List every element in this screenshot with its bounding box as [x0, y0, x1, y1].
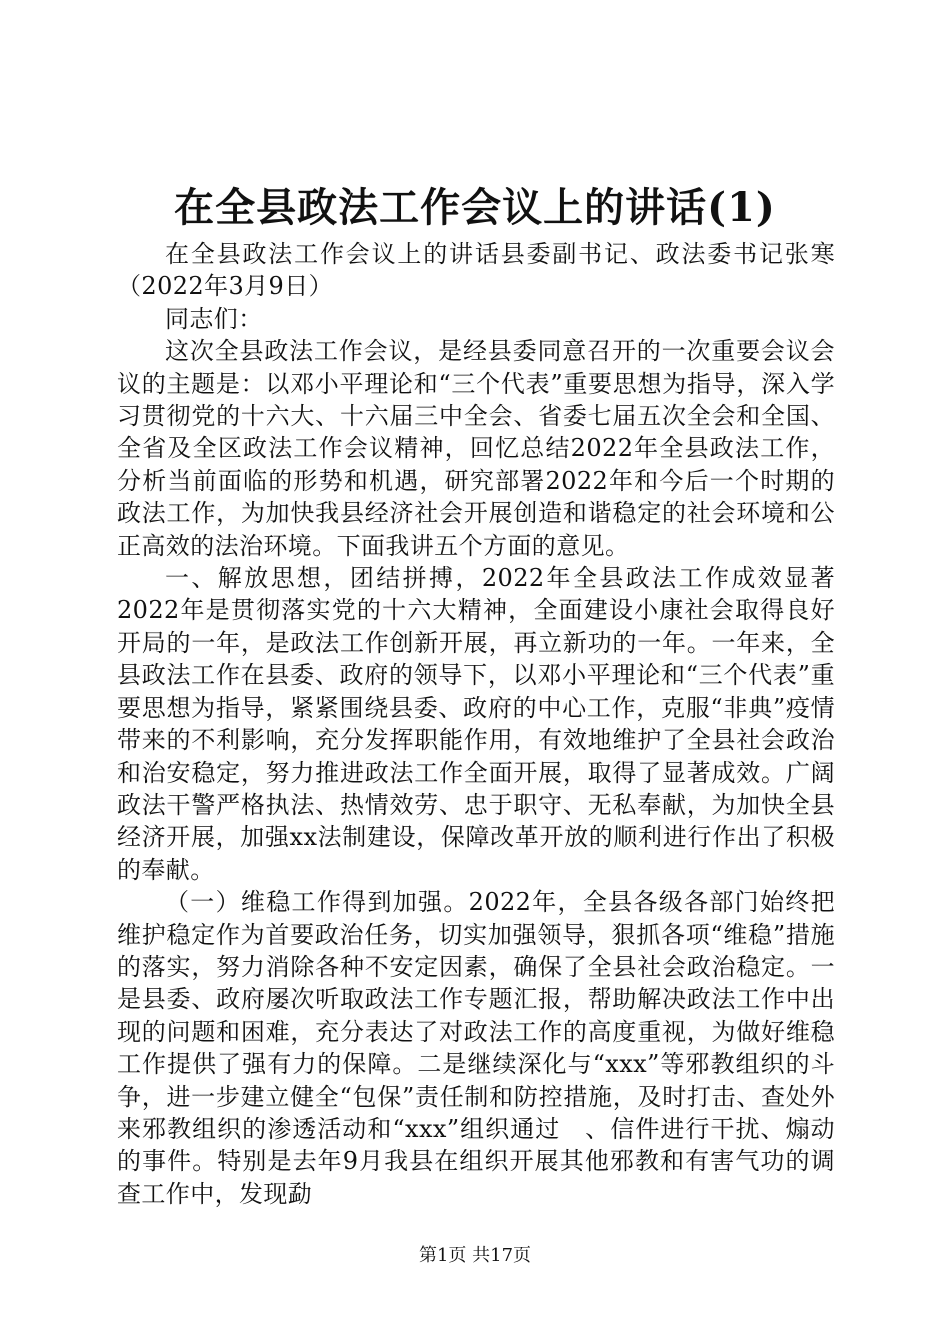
paragraph-intro: 这次全县政法工作会议，是经县委同意召开的一次重要会议会议的主题是：以邓小平理论和“三个代表”重要思想为指导，深入学习贯彻党的十六大、十六届三中全会、省委七届五次全会和全国、全省及全区政法工作会议精神，回忆总结2022年全县政法工作，分析当前面临的形势和机遇，研究部署2022年和今后一个时期的政法工作，为加快我县经济社会开展创造和谐稳定的社会环境和公正高效的法治环境。下面我讲五个方面的意见。: [117, 337, 835, 560]
paragraph-salutation: 同志们：: [165, 304, 263, 333]
page-number-footer: 第1页 共17页: [418, 1245, 532, 1266]
paragraph-subsection-one: （一）维稳工作得到加强。2022年，全县各级各部门始终把维护稳定作为首要政治任务，切实加强领导，狠抓各项“维稳”措施的落实，努力消除各种不安定因素，确保了全县社会政治稳定。一是县委、政府屡次听取政法工作专题汇报，帮助解决政法工作中出现的问题和困难，充分表达了对政法工作的高度重视，为做好维稳工作提供了强有力的保障。二是继续深化与“xxx”等邪教组织的斗争，进一步建立健全“包保”责任制和防控措施，及时打击、查处外来邪教组织的渗透活动和“xxx”组织通过 、信件进行干扰、煽动的事件。特别是去年9月我县在组织开展其他邪教和有害气功的调查工作中，发现勐: [117, 888, 835, 1208]
document-title: 在全县政法工作会议上的讲话(1): [174, 184, 776, 231]
document-body: [117, 238, 835, 1210]
paragraph-section-one: 一、解放思想，团结拼搏，2022年全县政法工作成效显著2022年是贯彻落实党的十六大精神，全面建设小康社会取得良好开局的一年，是政法工作创新开展，再立新功的一年。一年来，全县政法工作在县委、政府的领导下，以邓小平理论和“三个代表”重要思想为指导，紧紧围绕县委、政府的中心工作，克服“非典”疫情带来的不利影响，充分发挥职能作用，有效地维护了全县社会政治和治安稳定，努力推进政法工作全面开展，取得了显著成效。广阔政法干警严格执法、热情效劳、忠于职守、无私奉献，为加快全县经济开展，加强xx法制建设，保障改革开放的顺利进行作出了积极的奉献。: [117, 564, 835, 884]
paragraph-heading-info: 在全县政法工作会议上的讲话县委副书记、政法委书记张寒（2022年3月9日）: [117, 240, 835, 301]
